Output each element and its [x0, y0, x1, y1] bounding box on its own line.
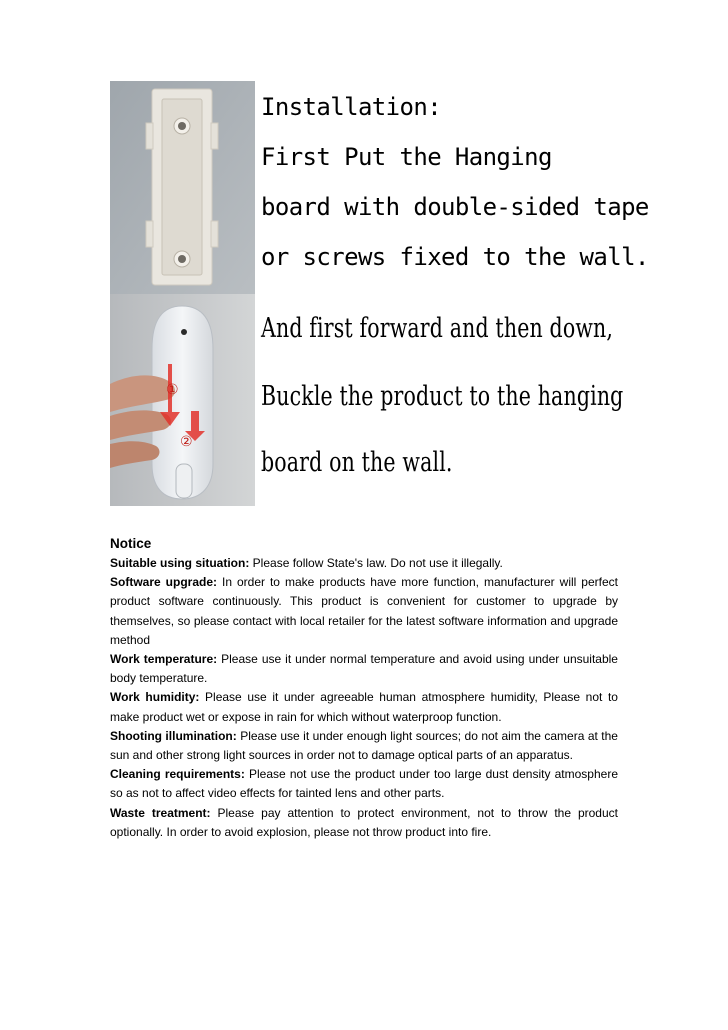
instruction-line: board on the wall. — [261, 447, 453, 478]
notice-title: Notice — [110, 536, 152, 551]
notice-item-label: Work humidity: — [110, 690, 200, 705]
notice-item-text: Please use it under normal temperature and avoid using under unsuitable body temperature. — [110, 652, 618, 686]
notice-item — [110, 554, 618, 573]
notice-item-label: Cleaning requirements: — [110, 767, 245, 782]
notice-item — [110, 804, 618, 842]
instruction-line: First Put the Hanging — [261, 143, 552, 171]
instruction-line: And first forward and then down, — [261, 313, 614, 344]
notice-item-label: Work temperature: — [110, 652, 218, 667]
notice-item-text: Please follow State's law. Do not use it illegally. — [249, 556, 503, 570]
notice-item — [110, 727, 618, 765]
notice-item-text: In order to make products have more function, manufacturer will perfect product software continuously. This product is convenient for customer to upgrade by themselves, so please contact with local retailer for the latest software information and upgrade method — [110, 575, 618, 647]
hanging-board-photo — [110, 81, 255, 294]
notice-item-text: Please not use the product under too large dust density atmosphere so as not to affect video effects for tainted lens and other parts. — [110, 767, 618, 801]
installation-heading: Installation: — [261, 93, 442, 121]
notice-item — [110, 650, 618, 688]
notice-item-text: Please use it under agreeable human atmosphere humidity, Please not to make product wet or expose in rain for which without waterproop function. — [110, 690, 618, 724]
instruction-line: Buckle the product to the hanging — [261, 381, 624, 412]
step-marker-2: ② — [180, 434, 193, 450]
hanging-board-illustration — [110, 81, 255, 294]
notice-item-label: Software upgrade: — [110, 575, 217, 590]
instruction-line: board with double-sided tape — [261, 193, 649, 221]
instruction-line: or screws fixed to the wall. — [261, 243, 649, 271]
notice-section — [110, 534, 618, 842]
product-mounting-photo — [110, 294, 255, 506]
product-mounting-illustration — [110, 294, 255, 506]
notice-item-text: Please pay attention to protect environment, not to throw the product optionally. In order to avoid explosion, please not throw product into fire. — [110, 805, 618, 839]
installation-instructions — [261, 81, 649, 506]
notice-item — [110, 688, 618, 726]
notice-item-label: Waste treatment: — [110, 805, 211, 820]
installation-figure — [110, 81, 649, 506]
notice-item-label: Suitable using situation: — [110, 556, 250, 570]
notice-item-label: Shooting illumination: — [110, 728, 237, 743]
notice-item — [110, 573, 618, 650]
notice-item-text: Please use it under enough light sources; do not aim the camera at the sun and other strong light sources in order not to damage optical parts of an apparatus. — [110, 728, 618, 763]
step-marker-1: ① — [166, 382, 179, 398]
notice-item — [110, 765, 618, 803]
